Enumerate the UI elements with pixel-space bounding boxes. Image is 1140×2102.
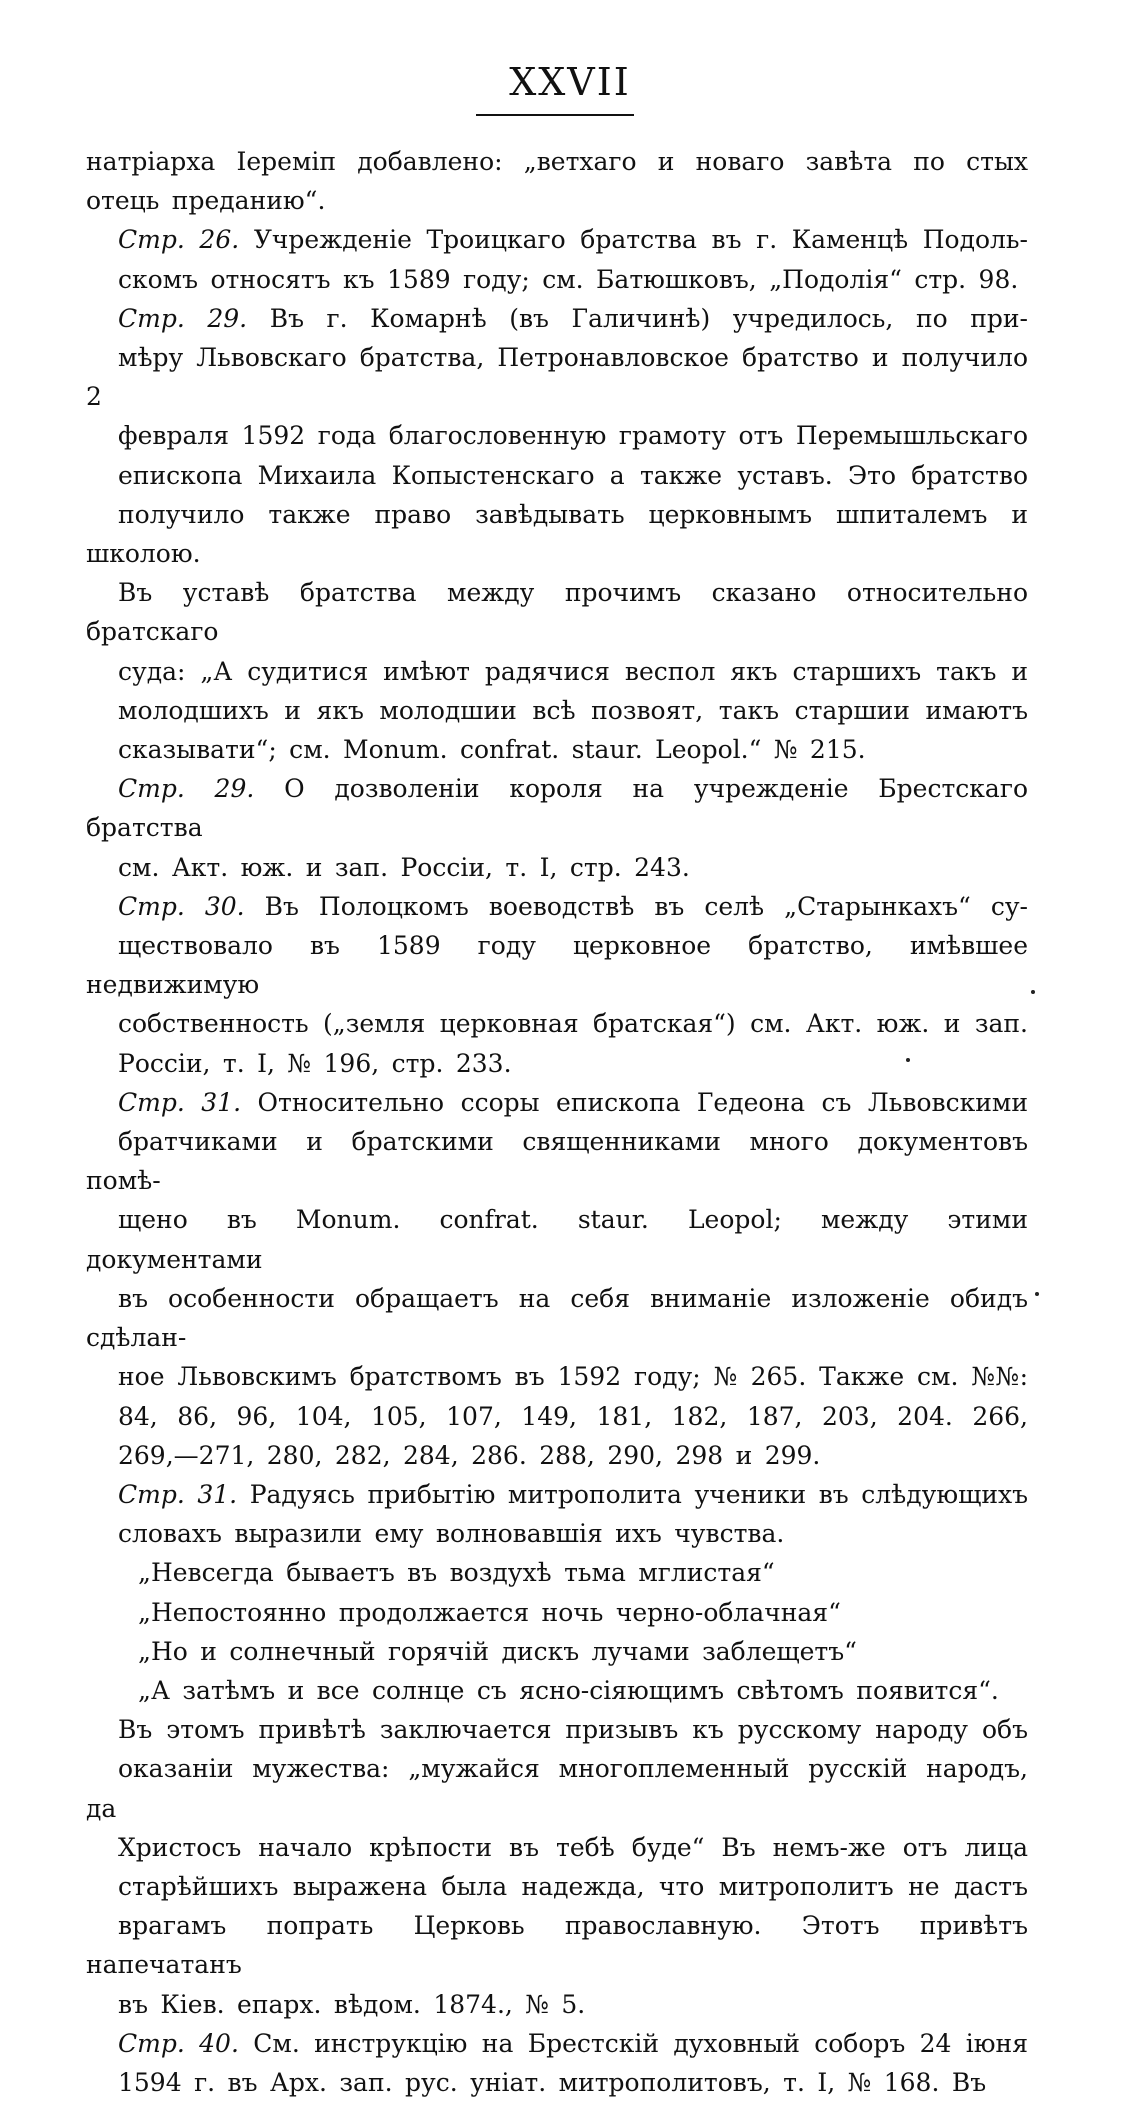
text-line	[86, 652, 1028, 691]
line-text: братчиками и братскими священниками много документовъ помѣ-	[86, 1127, 1028, 1196]
text-line	[86, 1710, 1028, 1749]
text-line	[86, 573, 1028, 651]
line-text: „А затѣмъ и все солнце съ ясно-сіяющимъ свѣтомъ появится“.	[138, 1675, 999, 1705]
text-line	[86, 1985, 1028, 2024]
text-line	[86, 456, 1028, 495]
page-reference: Стр. 30.	[118, 891, 245, 921]
line-text: „Но и солнечный горячій дискъ лучами заблещетъ“	[138, 1636, 857, 1666]
line-text: отець преданию“.	[86, 186, 326, 216]
note-paragraph	[86, 220, 1028, 298]
paragraph	[86, 1710, 1028, 2024]
ink-speck	[1035, 1292, 1039, 1296]
line-text: собственность („земля церковная братская“) см. Акт. юж. и зап.	[118, 1009, 1028, 1039]
line-text: „Невсегда бываетъ въ воздухѣ тьма мглистая“	[138, 1558, 775, 1588]
line-text: молодшихъ и якъ молодшии всѣ позвоят, такъ старшии имаютъ	[118, 695, 1028, 725]
line-text: О дозволеніи короля на учрежденіе Брестскаго братства	[86, 774, 1028, 843]
line-text: Учрежденіе Троицкаго братства въ г. Каменцѣ Подоль-	[253, 225, 1028, 255]
text-line	[86, 2024, 1028, 2063]
ink-speck	[906, 1058, 910, 1062]
text-line	[86, 2063, 1028, 2102]
note-paragraph	[86, 2024, 1028, 2102]
text-line	[86, 848, 1028, 887]
text-line	[138, 1593, 1028, 1632]
line-text: 84, 86, 96, 104, 105, 107, 149, 181, 182, 187, 203, 204. 266,	[118, 1401, 1028, 1431]
line-text: См. инструкцію на Брестскій духовный соборъ 24 іюня	[253, 2028, 1028, 2058]
note-paragraph	[86, 1083, 1028, 1475]
text-line	[86, 1475, 1028, 1514]
page-reference: Стр. 29.	[118, 774, 255, 804]
line-text: щено въ Monum. confrat. staur. Leopol; между этими документами	[86, 1205, 1028, 1274]
text-line	[138, 1553, 1028, 1592]
text-line	[86, 1200, 1028, 1278]
text-line	[86, 181, 1028, 220]
line-text: см. Акт. юж. и зап. Россіи, т. I, стр. 243.	[118, 852, 690, 882]
text-line	[86, 1122, 1028, 1200]
text-line	[86, 769, 1028, 847]
line-text: скомъ относятъ къ 1589 году; см. Батюшковъ, „Подолія“ стр. 98.	[118, 264, 1019, 294]
line-text: оказаніи мужества: „мужайся многоплеменный русскій народъ, да	[86, 1754, 1028, 1823]
text-line	[86, 1044, 1028, 1083]
line-text: старѣйшихъ выражена была надежда, что митрополитъ не дастъ	[118, 1871, 1028, 1901]
text-line	[86, 1083, 1028, 1122]
page-reference: Стр. 40.	[118, 2028, 239, 2058]
line-text: Христосъ начало крѣпости въ тебѣ буде“ Въ немъ-же отъ лица	[118, 1832, 1028, 1862]
text-line	[86, 220, 1028, 259]
note-paragraph	[86, 887, 1028, 1083]
line-text: Въ г. Комарнѣ (въ Галичинѣ) учредилось, по при-	[269, 303, 1028, 333]
text-line	[86, 1514, 1028, 1553]
text-line	[86, 1004, 1028, 1043]
line-text: ное Львовскимъ братствомъ въ 1592 году; № 265. Также см. №№:	[118, 1362, 1028, 1392]
line-text: 269,—271, 280, 282, 284, 286. 288, 290, 298 и 299.	[118, 1440, 821, 1470]
page-reference: Стр. 26.	[118, 225, 240, 255]
line-text: натріарха Іереміп добавлено: „ветхаго и новаго завѣта по стых	[86, 147, 1028, 176]
verse-quote	[86, 1553, 1028, 1710]
line-text: ществовало въ 1589 году церковное братство, имѣвшее недвижимую	[86, 931, 1028, 1000]
line-text: Въ этомъ привѣтѣ заключается призывъ къ русскому народу объ	[118, 1715, 1028, 1745]
continued-paragraph	[86, 142, 1028, 220]
ink-speck	[1031, 990, 1035, 994]
text-line	[86, 1906, 1028, 1984]
page-reference: Стр. 31.	[118, 1479, 238, 1509]
text-line	[86, 299, 1028, 338]
text-line	[86, 1279, 1028, 1357]
text-line	[86, 1828, 1028, 1867]
line-text: февраля 1592 года благословенную грамоту отъ Перемышльскаго	[118, 421, 1028, 451]
note-paragraph	[86, 299, 1028, 769]
text-line	[86, 1357, 1028, 1396]
text-line	[86, 691, 1028, 730]
page-body	[86, 142, 1028, 2102]
line-text: епископа Михаила Копыстенскаго а также уставъ. Это братство	[118, 460, 1028, 490]
line-text: въ Кiев. епарх. вѣдом. 1874., № 5.	[118, 1989, 586, 2019]
line-text: получило также право завѣдывать церковнымъ шпиталемъ и школою.	[86, 499, 1028, 569]
text-line	[86, 416, 1028, 455]
text-line	[138, 1671, 1028, 1710]
page-reference: Стр. 31.	[118, 1087, 242, 1117]
line-text: суда: „А судитися имѣют радячися веспол якъ старшихъ такъ и	[118, 656, 1028, 686]
page-number: XXVII	[509, 60, 631, 104]
header-rule	[476, 114, 634, 116]
line-text: въ особенности обращаетъ на себя вниманіе изложеніе обидъ сдѣлан-	[86, 1283, 1028, 1353]
text-line	[86, 1867, 1028, 1906]
line-text: мѣру Львовскаго братства, Петронавловское братство и получило 2	[86, 343, 1028, 412]
line-text: врагамъ попрать Церковь православную. Этотъ привѣтъ напечатанъ	[86, 1911, 1028, 1980]
line-text: Въ Полоцкомъ воеводствѣ въ селѣ „Старынкахъ“ су-	[264, 891, 1028, 921]
line-text: словахъ выразили ему волновавшія ихъ чувства.	[118, 1519, 785, 1549]
line-text: „Непостоянно продолжается ночь черно-облачная“	[138, 1597, 841, 1627]
note-paragraph	[86, 1475, 1028, 1553]
text-line	[86, 887, 1028, 926]
line-text: Россіи, т. I, № 196, стр. 233.	[118, 1048, 512, 1078]
text-line	[86, 1436, 1028, 1475]
text-line	[86, 1397, 1028, 1436]
line-text: сказывати“; см. Monum. confrat. staur. Leopol.“ № 215.	[118, 735, 866, 765]
page-reference: Стр. 29.	[118, 303, 248, 333]
text-line	[86, 1749, 1028, 1827]
text-line	[138, 1632, 1028, 1671]
text-line	[86, 260, 1028, 299]
text-line	[86, 730, 1028, 769]
line-text: 1594 г. въ Арх. зап. рус. уніат. митрополитовъ, т. I, № 168. Въ	[118, 2067, 987, 2097]
line-text: Относительно ссоры епископа Гедеона съ Львовскими	[257, 1087, 1028, 1117]
text-line	[86, 926, 1028, 1004]
text-line	[86, 338, 1028, 416]
line-text: Радуясь прибытію митрополита ученики въ слѣдующихъ	[249, 1479, 1028, 1509]
text-line	[86, 142, 1028, 181]
line-text: Въ уставѣ братства между прочимъ сказано относительно братскаго	[86, 578, 1028, 647]
note-paragraph	[86, 769, 1028, 887]
text-line	[86, 495, 1028, 573]
